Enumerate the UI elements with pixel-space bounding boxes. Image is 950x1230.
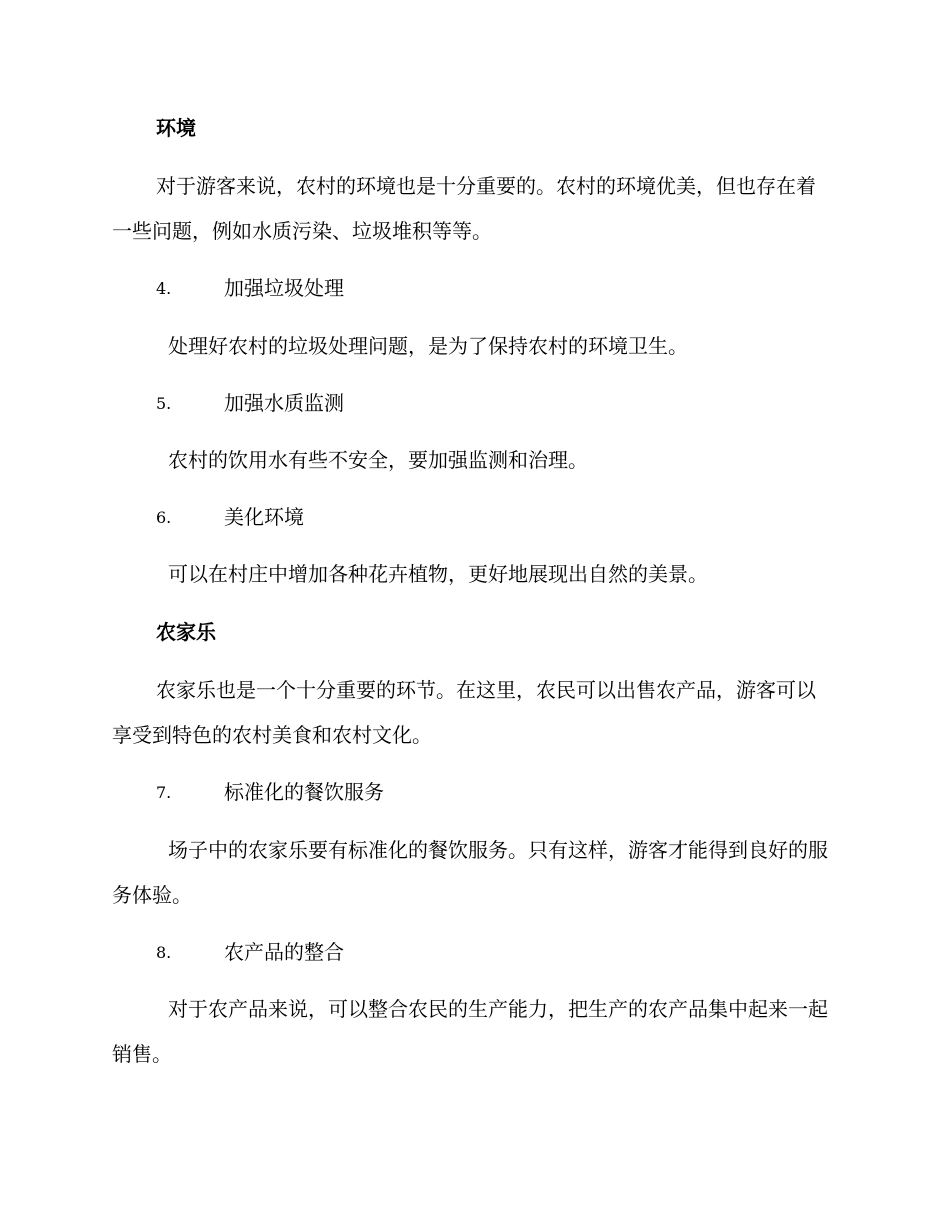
item-body: 可以在村庄中增加各种花卉植物，更好地展现出自然的美景。 [168, 562, 708, 586]
section-heading: 环境 [156, 116, 196, 140]
item-body: 场子中的农家乐要有标准化的餐饮服务。只有这样，游客才能得到良好的服务体验。 [112, 838, 828, 907]
item-title: 美化环境 [224, 505, 304, 529]
item-number: 8. [156, 943, 172, 962]
item-body: 处理好农村的垃圾处理问题，是为了保持农村的环境卫生。 [168, 334, 688, 358]
item-title: 农产品的整合 [224, 940, 344, 964]
section-intro: 对于游客来说，农村的环境也是十分重要的。农村的环境优美，但也存在着一些问题，例如水质污染、垃圾堆积等等。 [112, 174, 816, 243]
item-body: 对于农产品来说，可以整合农民的生产能力，把生产的农产品集中起来一起销售。 [112, 997, 828, 1066]
item-title: 标准化的餐饮服务 [224, 780, 384, 804]
item-title: 加强水质监测 [224, 391, 344, 415]
item-number: 7. [156, 783, 172, 802]
item-number: 4. [156, 279, 172, 298]
item-number: 5. [156, 394, 172, 413]
section-heading: 农家乐 [156, 620, 216, 644]
item-body: 农村的饮用水有些不安全，要加强监测和治理。 [168, 448, 588, 472]
item-title: 加强垃圾处理 [224, 276, 344, 300]
item-number: 6. [156, 508, 172, 527]
section-intro: 农家乐也是一个十分重要的环节。在这里，农民可以出售农产品，游客可以享受到特色的农村美食和农村文化。 [112, 678, 816, 747]
